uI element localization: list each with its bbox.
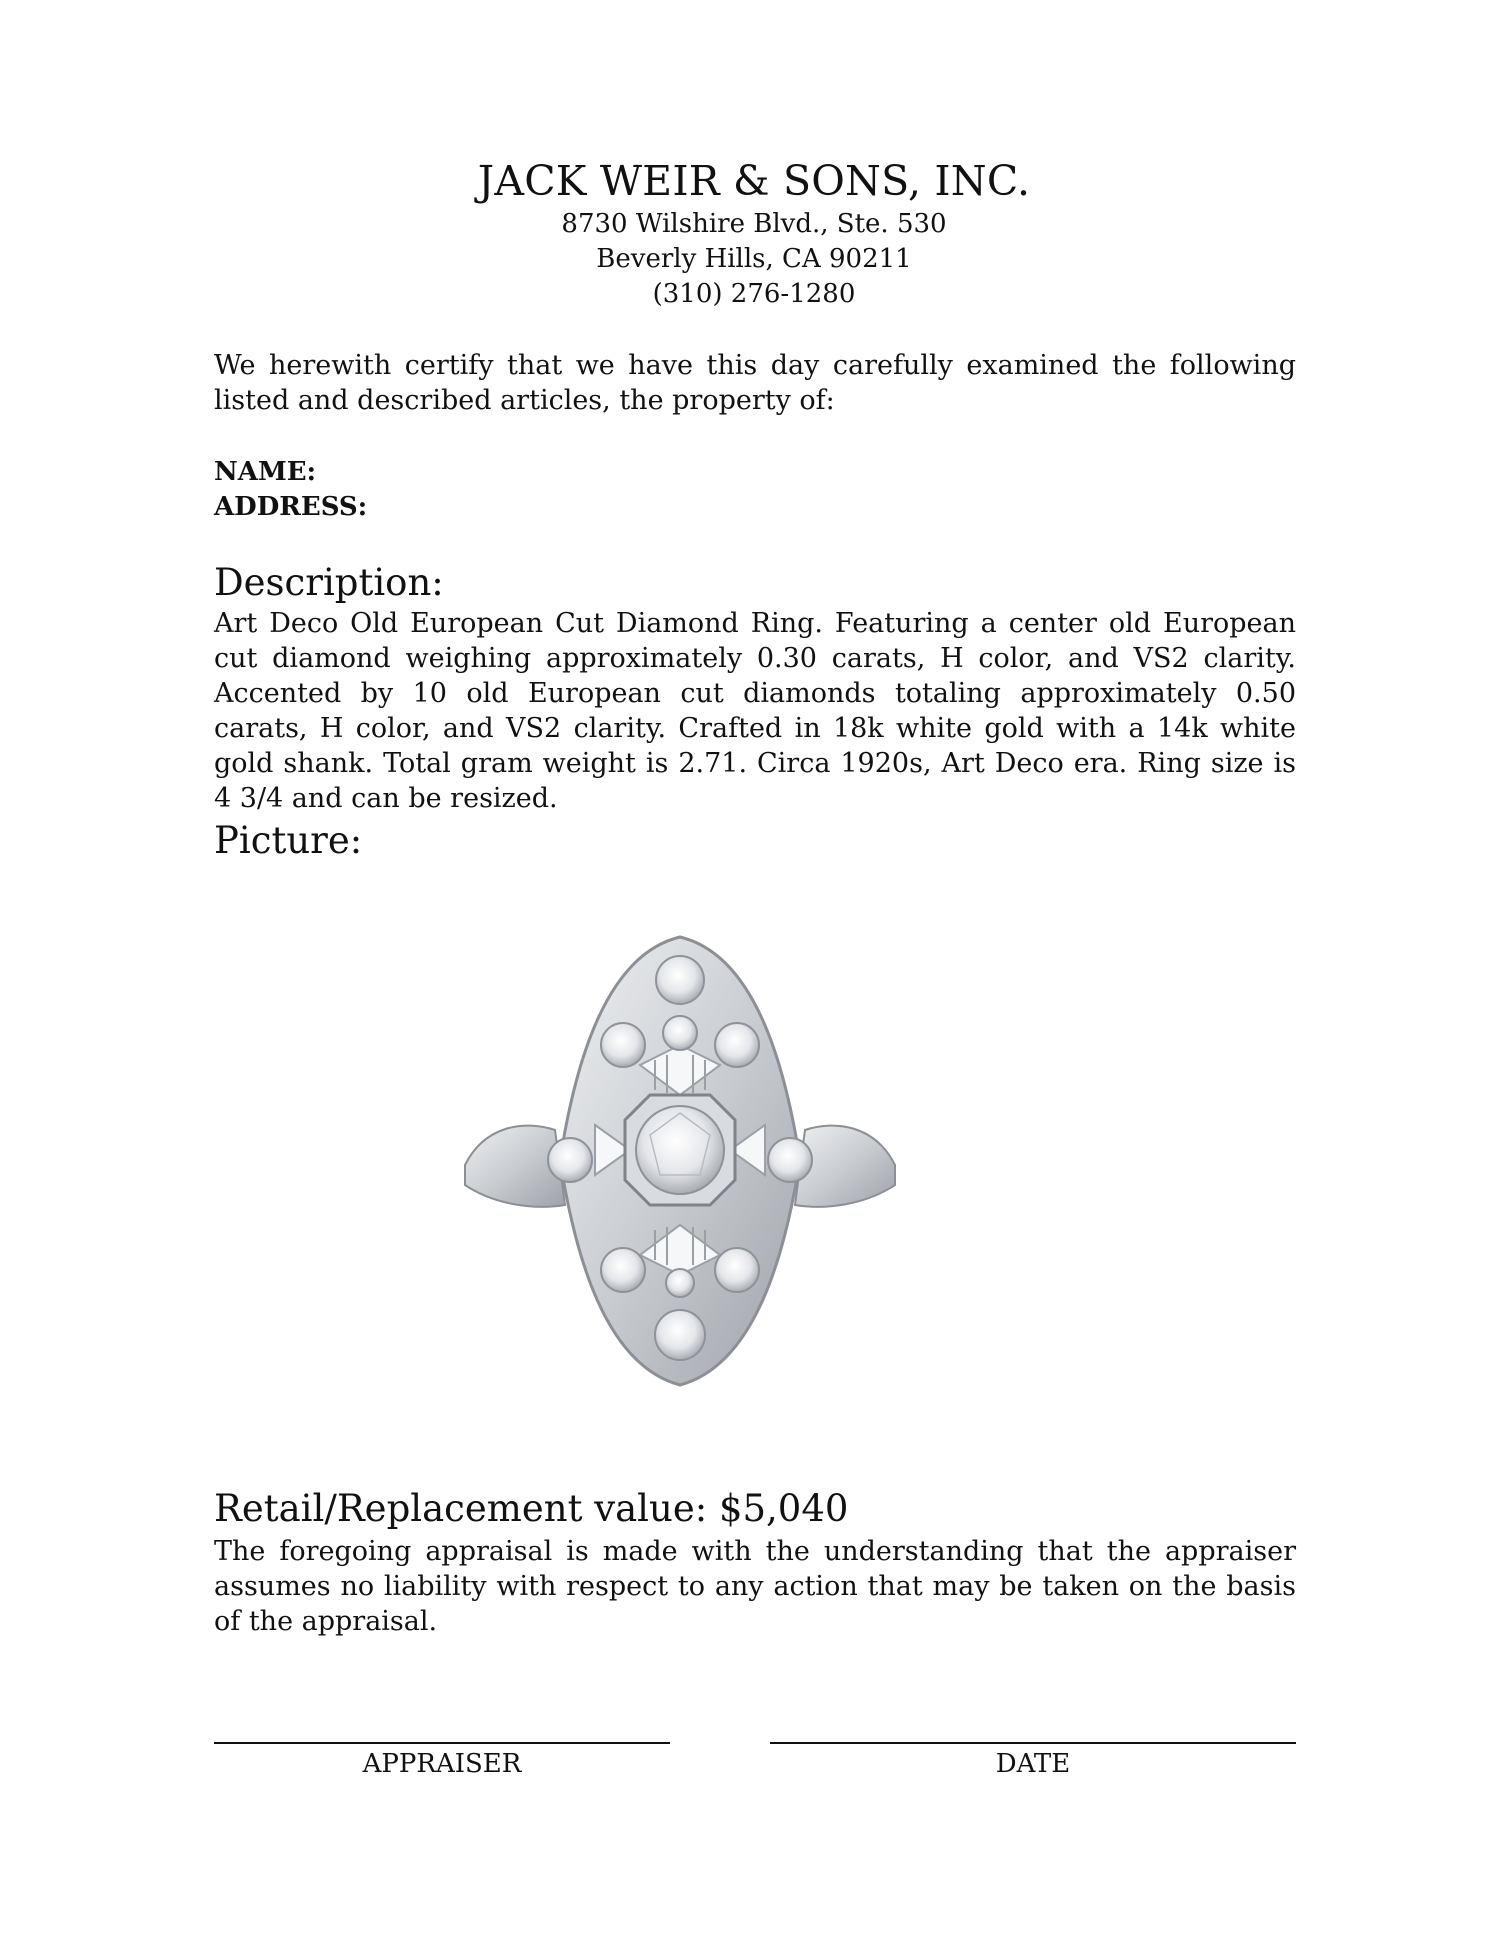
company-address-line1: 8730 Wilshire Blvd., Ste. 530 — [561, 209, 947, 239]
address-label: ADDRESS: — [214, 492, 368, 522]
owner-fields — [214, 455, 1296, 525]
name-label: NAME: — [214, 457, 317, 487]
certify-paragraph: We herewith certify that we have this day carefully examined the following listed and described articles, the property of: — [214, 350, 1296, 416]
company-phone: (310) 276-1280 — [652, 279, 856, 309]
description-heading: Description: — [214, 561, 444, 604]
ring-photo — [455, 925, 905, 1395]
company-address-line2: Beverly Hills, CA 90211 — [596, 244, 912, 274]
date-label: DATE — [995, 1749, 1071, 1779]
description-text: Art Deco Old European Cut Diamond Ring. Featuring a center old European cut diamond weighing approximately 0.30 carats, H color, and VS2 clarity. Accented by 10 old European cut diamonds totaling approximately 0.50 carats, H color, and VS2 clarity. Crafted in 18k white gold with a 14k white gold shank. Total gram weight is 2.71. Circa 1920s, Art Deco era. Ring size is 4 3/4 and can be resized. — [214, 608, 1296, 814]
appraiser-label: APPRAISER — [362, 1749, 522, 1779]
picture-heading: Picture: — [214, 819, 363, 862]
letterhead — [0, 155, 1508, 312]
value-heading: Retail/Replacement value: $5,040 — [214, 1487, 849, 1530]
company-name: JACK WEIR & SONS, INC. — [477, 157, 1031, 205]
disclaimer-text: The foregoing appraisal is made with the understanding that the appraiser assumes no liability with respect to any action that may be taken on the basis of the appraisal. — [214, 1536, 1296, 1637]
